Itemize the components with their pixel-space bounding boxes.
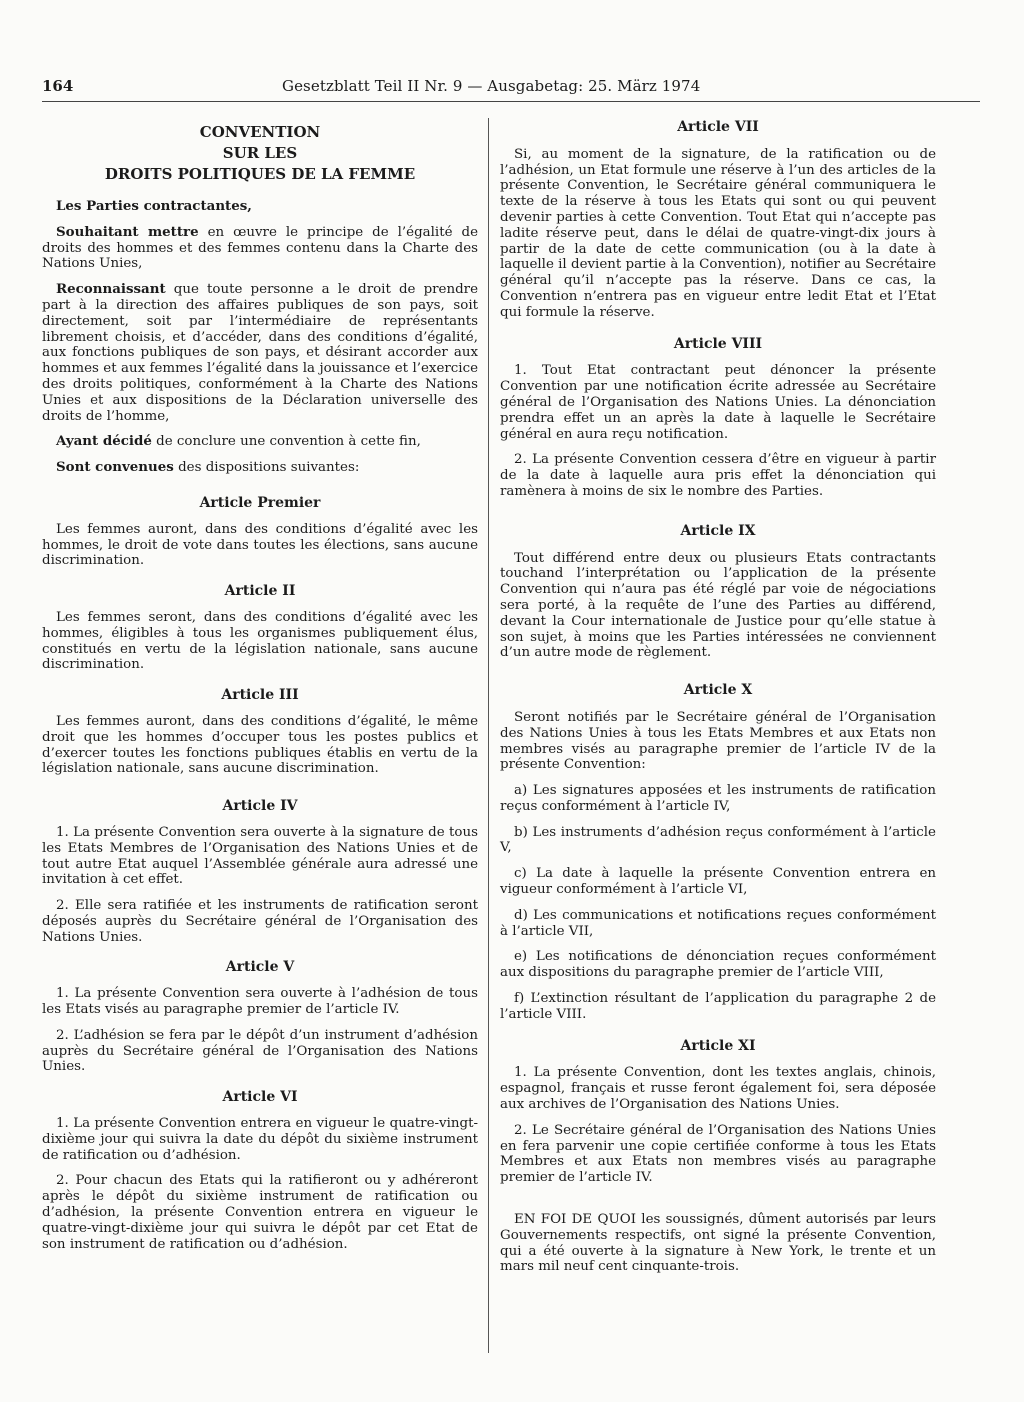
article-heading: Article XI [680,1037,756,1054]
preamble-lead: Ayant décidé [56,433,152,450]
preamble-text: que toute personne a le droit de prendre part à la direction des affaires publiques de son pays, soit directement, soit par l’intermédiaire de représentants librement choisis, et d’accéder, dans des conditions d’égalité, aux fonctions publiques de son pays, et désirant accorder aux hommes et aux femmes l’égalité dans la jouissance et l’exercice des droits politiques, conformément à la Charte des Nations Unies et aux dispositions de la Déclaration universelle des droits de l’homme, [42,282,478,424]
article-paragraph: 2. Pour chacun des Etats qui la ratifieront ou y adhéreront après le dépôt du sixième instrument de ratification ou d’adhésion, la présente Convention entrera en vigueur le quatre-vingt-dixième jour qui suivra le dépôt par cet Etat de son instrument de ratification ou d’adhésion. [42,1173,478,1252]
preamble-text: des dispositions suivantes: [173,460,360,476]
list-item: c) La date à laquelle la présente Convention entrera en vigueur conformément à l’article VI, [500,866,936,898]
article-heading: Article III [221,687,299,704]
preamble-parties: Les Parties contractantes, [56,198,252,214]
article-heading: Article VII [677,119,759,135]
article-paragraph: 1. La présente Convention sera ouverte à la signature de tous les Etats Membres de l’Organisation des Nations Unies et de tout autre Etat auquel l’Assemblée générale aura adressé une invitation à cet effet. [42,824,478,888]
title-line-2: SUR LES [222,144,298,162]
article-paragraph: 2. Elle sera ratifiée et les instruments de ratification seront déposés auprès du Secrétaire général de l’Organisation des Nations Unies. [42,898,478,945]
list-item: f) L’extinction résultant de l’application du paragraphe 2 de l’article VIII. [500,991,936,1022]
preamble-paragraph [42,434,478,450]
preamble-paragraph [42,282,478,424]
preamble-lead: Reconnaissant [56,281,166,298]
article-paragraph: 2. La présente Convention cessera d’être en vigueur à partir de la date à laquelle aura pris effet la dénonciation qui ramènera à moins de six le nombre des Parties. [500,452,936,499]
article-text: Les femmes seront, dans des conditions d’égalité avec les hommes, éligibles à tous les organismes publiquement élus, constitués en vertu de la législation nationale, sans aucune discrimination. [42,609,478,673]
preamble-lead: Sont convenues [56,459,174,476]
closing-clause: EN FOI DE QUOI les soussignés, dûment autorisés par leurs Gouvernements respectifs, ont signé la présente Convention, qui a été ouverte à la signature à New York, le trente et un mars mil neuf cent cinquante-trois. [500,1212,936,1275]
preamble-text: en œuvre le principe de l’égalité de droits des hommes et des femmes contenu dans la Charte des Nations Unies, [42,224,478,272]
article-text: Si, au moment de la signature, de la ratification ou de l’adhésion, un Etat formule une réserve à l’un des articles de la présente Convention, le Secrétaire général communiquera le texte de la réserve à tous les Etats qui sont ou qui peuvent devenir parties à cette Convention. Tout Etat qui n’accepte pas ladite réserve peut, dans le délai de quatre-vingt-dix jours à partir de la date de cette communication (ou à la date à laquelle il devient partie à la Convention), notifier au Secrétaire général qu’il n’accepte pas la réserve. Dans ce cas, la Convention n’entrera pas en vigueur entre ledit Etat et l’Etat qui formule la réserve. [500,146,936,320]
article-heading: Article IX [680,522,756,539]
header-rule [42,101,980,102]
article-heading: Article VIII [673,335,763,352]
list-item: b) Les instruments d’adhésion reçus conformément à l’article V, [500,824,936,856]
article-paragraph: 1. La présente Convention entrera en vigueur le quatre-vingt-dixième jour qui suivra la date du dépôt du sixième instrument de ratification ou d’adhésion. [42,1116,478,1163]
article-paragraph: 2. Le Secrétaire général de l’Organisation des Nations Unies en fera parvenir une copie certifiée conforme à tous les Etats Membres et aux Etats non membres visés au paragraphe premier de l’article IV. [500,1122,936,1186]
left-column [42,120,478,1262]
article-paragraph: Seront notifiés par le Secrétaire général de l’Organisation des Nations Unies à tous les Etats Membres et aux Etats non membres visés au paragraphe premier de l’article IV de la présente Convention: [500,709,936,773]
article-paragraph: 2. L’adhésion se fera par le dépôt d’un instrument d’adhésion auprès du Secrétaire général de l’Organisation des Nations Unies. [42,1027,478,1075]
title-line-3: DROITS POLITIQUES DE LA FEMME [104,165,416,183]
list-item: d) Les communications et notifications reçues conformément à l’article VII, [500,907,936,939]
list-item: e) Les notifications de dénonciation reçues conformément aux dispositions du paragraphe premier de l’article VIII, [500,949,936,981]
running-head: Gesetzblatt Teil II Nr. 9 — Ausgabetag: 25. März 1974 [282,77,701,95]
article-heading: Article IV [222,798,298,815]
article-heading: Article II [224,583,296,600]
column-divider [488,118,489,1353]
article-heading: Article X [683,682,753,699]
article-paragraph: 1. La présente Convention, dont les textes anglais, chinois, espagnol, français et russe feront également foi, sera déposée aux archives de l’Organisation des Nations Unies. [500,1065,936,1113]
article-heading: Article V [225,959,295,976]
page-header [42,74,982,98]
article-paragraph: 1. Tout Etat contractant peut dénoncer la présente Convention par une notification écrite adressée au Secrétaire général de l’Organisation des Nations Unies. La dénonciation prendra effet un an après la date à laquelle le Secrétaire général en aura reçu notification. [500,363,936,442]
article-text: Les femmes auront, dans des conditions d’égalité avec les hommes, le droit de vote dans toutes les élections, sans aucune discrimination. [42,521,478,569]
article-heading: Article Premier [199,494,321,511]
page-number: 164 [42,77,74,95]
list-item: a) Les signatures apposées et les instruments de ratification reçus conformément à l’article IV, [500,783,936,814]
preamble-paragraph [42,460,478,476]
article-text: Les femmes auront, dans des conditions d’égalité, le même droit que les hommes d’occuper tous les postes publics et d’exercer toutes les fonctions publiques établis en vertu de la législation nationale, sans aucune discrimination. [42,713,478,777]
article-heading: Article VI [222,1089,298,1106]
preamble-text: de conclure une convention à cette fin, [151,434,421,450]
article-paragraph: 1. La présente Convention sera ouverte à l’adhésion de tous les Etats visés au paragraphe premier de l’article IV. [42,986,478,1018]
article-text: Tout différend entre deux ou plusieurs Etats contractants touchand l’interprétation ou l’application de la présente Convention qui n’aura pas été réglé par voie de négociations sera porté, à la requête de l’une des Parties au différend, devant la Cour internationale de Justice pour qu’elle statue à son sujet, à moins que les Parties intéressées ne conviennent d’un autre mode de règlement. [500,550,936,661]
right-column [500,120,936,1285]
preamble-lead: Souhaitant mettre [56,223,199,240]
preamble-paragraph [42,225,478,272]
title-line-1: CONVENTION [199,123,321,141]
document-title [42,122,478,185]
